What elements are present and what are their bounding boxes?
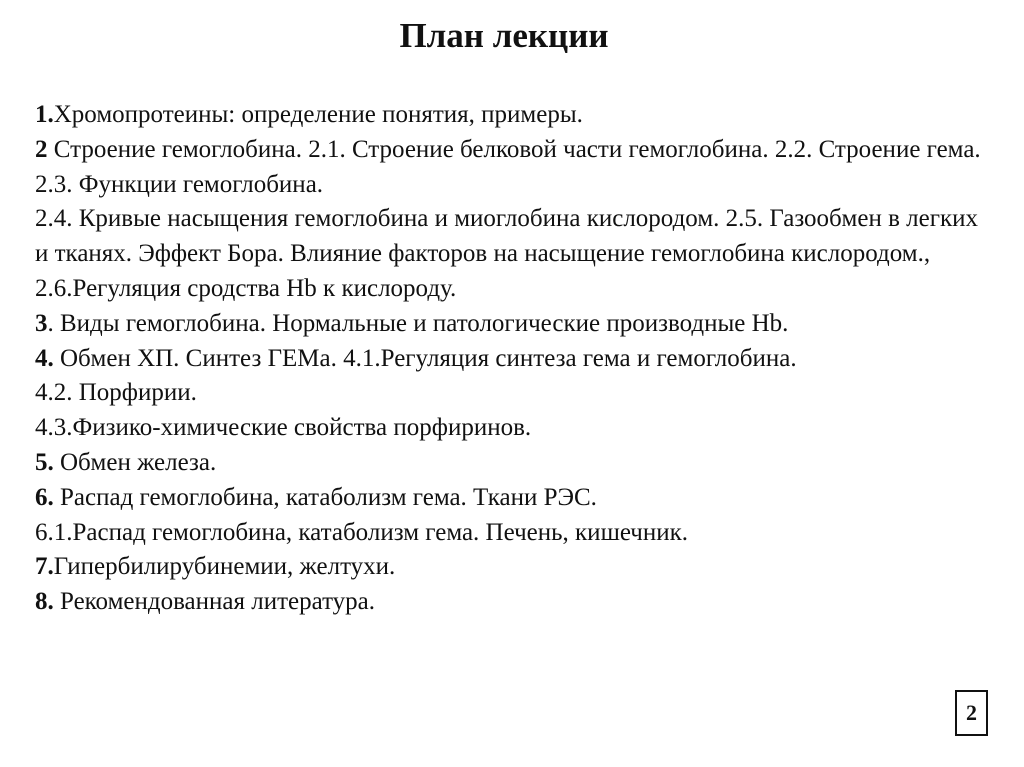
plan-item-4-2 bbox=[35, 376, 995, 411]
plan-item-1 bbox=[35, 98, 995, 133]
plan-item-4-3 bbox=[35, 411, 995, 446]
plan-item-3 bbox=[35, 307, 995, 342]
plan-item-7 bbox=[35, 550, 995, 585]
plan-item-text: Гипербилирубинемии, желтухи. bbox=[53, 553, 396, 581]
plan-item-5 bbox=[35, 446, 995, 481]
plan-item-number: 8. bbox=[35, 588, 54, 616]
plan-item-number: 1. bbox=[35, 101, 54, 128]
plan-item-number: 5. bbox=[35, 448, 54, 476]
lecture-plan-list bbox=[35, 98, 995, 620]
plan-item-text: Хромопротеины: определение понятия, примеры. bbox=[53, 101, 583, 128]
plan-item-6-1 bbox=[35, 516, 995, 551]
plan-item-2-4 bbox=[35, 202, 995, 306]
slide-title: План лекции bbox=[399, 16, 609, 55]
plan-item-number: 3 bbox=[35, 309, 48, 337]
plan-item-text: . Виды гемоглобина. Нормальные и патологические производные Hb. bbox=[47, 309, 789, 337]
plan-item-text: Обмен железа. bbox=[53, 448, 217, 476]
plan-item-text: Обмен ХП. Синтез ГЕМа. 4.1.Регуляция синтеза гема и гемоглобина. bbox=[53, 344, 797, 372]
plan-item-text: 6.1.Распад гемоглобина, катаболизм гема. Печень, кишечник. bbox=[35, 518, 689, 546]
plan-item-text: Строение гемоглобина. 2.1. Строение белковой части гемоглобина. 2.2. Строение гема. 2.3. Функции гемоглобина. bbox=[35, 135, 981, 198]
plan-item-text: Распад гемоглобина, катаболизм гема. Ткани РЭС. bbox=[53, 483, 597, 511]
plan-item-2 bbox=[35, 133, 995, 203]
plan-item-text: 2.4. Кривые насыщения гемоглобина и миоглобина кислородом. 2.5. Газообмен в легких и тканях. Эффект Бора. Влияние факторов на насыщение гемоглобина кислородом., 2.6.Регуляция сродства Hb к кислороду. bbox=[35, 205, 978, 302]
plan-item-number: 7. bbox=[35, 553, 54, 581]
plan-item-text: 4.2. Порфирии. bbox=[35, 379, 197, 407]
plan-item-4 bbox=[35, 342, 995, 377]
plan-item-text: 4.3.Физико-химические свойства порфиринов. bbox=[35, 414, 532, 442]
page-number-box: 2 bbox=[955, 690, 988, 736]
plan-item-6 bbox=[35, 481, 995, 516]
plan-item-number: 6. bbox=[35, 483, 54, 511]
plan-item-number: 2 bbox=[35, 135, 48, 163]
plan-item-text: Рекомендованная литература. bbox=[53, 588, 376, 616]
plan-item-number: 4. bbox=[35, 344, 54, 372]
plan-item-8 bbox=[35, 585, 995, 620]
